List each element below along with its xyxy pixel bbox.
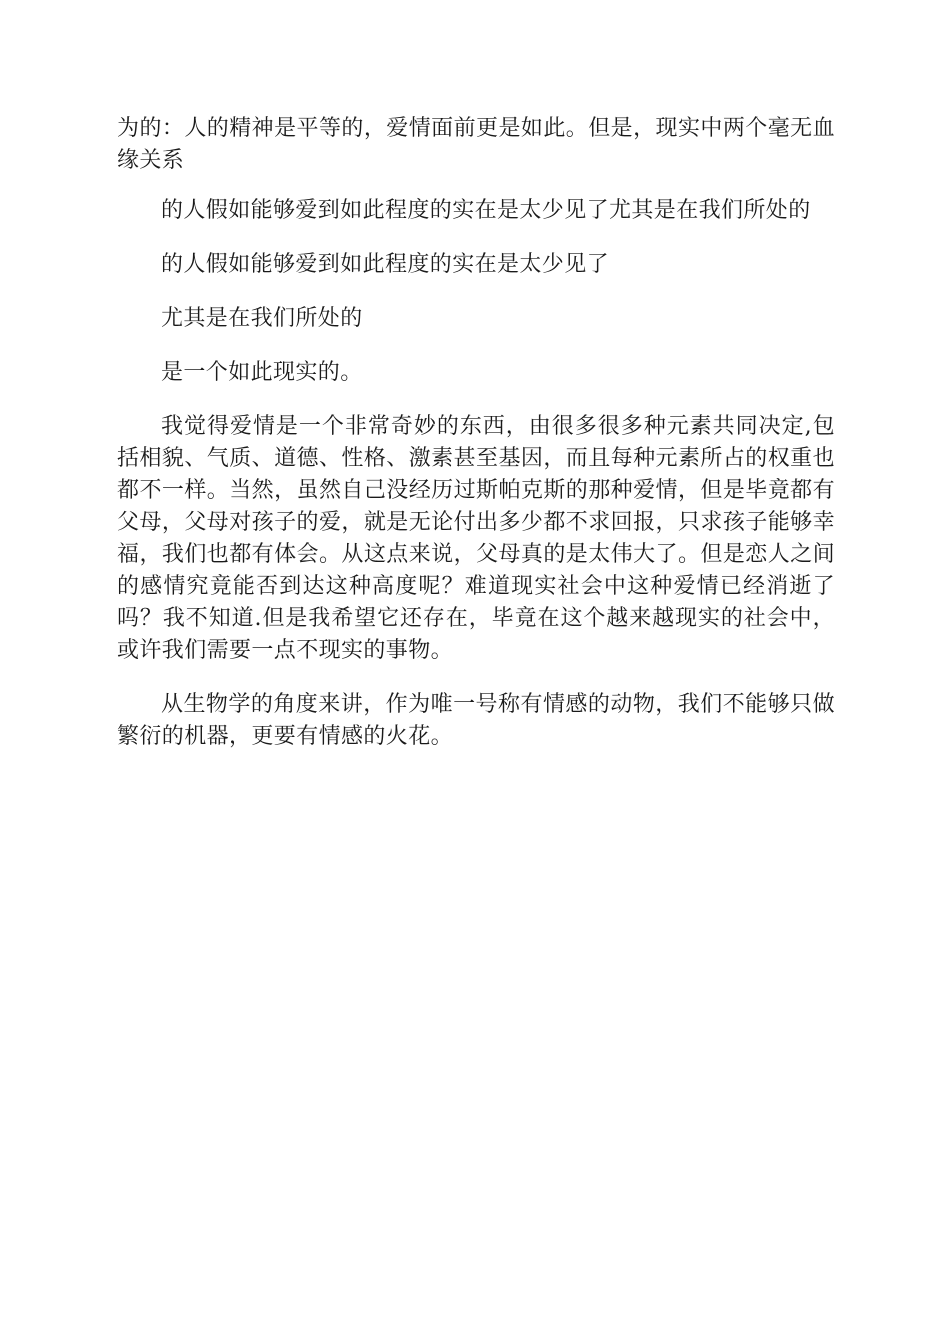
paragraph-6: 我觉得爱情是一个非常奇妙的东西，由很多很多种元素共同决定,包括相貌、气质、道德、性格、激素甚至基因，而且每种元素所占的权重也都不一样。当然，虽然自己没经历过斯帕克斯的那种爱情，但是毕竟都有父母，父母对孩子的爱，就是无论付出多少都不求回报，只求孩子能够幸福，我们也都有体会。从这点来说，父母真的是太伟大了。但是恋人之间的感情究竟能否到达这种高度呢？难道现实社会中这种爱情已经消逝了吗？我不知道.但是我希望它还存在，毕竟在这个越来越现实的社会中，或许我们需要一点不现实的事物。 — [117, 414, 835, 663]
paragraph-7: 从生物学的角度来讲，作为唯一号称有情感的动物，我们不能够只做繁衍的机器，更要有情感的火花。 — [117, 692, 835, 749]
document-body — [117, 113, 835, 775]
paragraph-3: 的人假如能够爱到如此程度的实在是太少见了 — [161, 252, 610, 277]
paragraph-2: 的人假如能够爱到如此程度的实在是太少见了尤其是在我们所处的 — [161, 198, 811, 223]
paragraph-1: 为的：人的精神是平等的，爱情面前更是如此。但是，现实中两个毫无血缘关系 — [117, 116, 835, 173]
paragraph-4: 尤其是在我们所处的 — [161, 306, 363, 331]
paragraph-5: 是一个如此现实的。 — [161, 360, 363, 385]
